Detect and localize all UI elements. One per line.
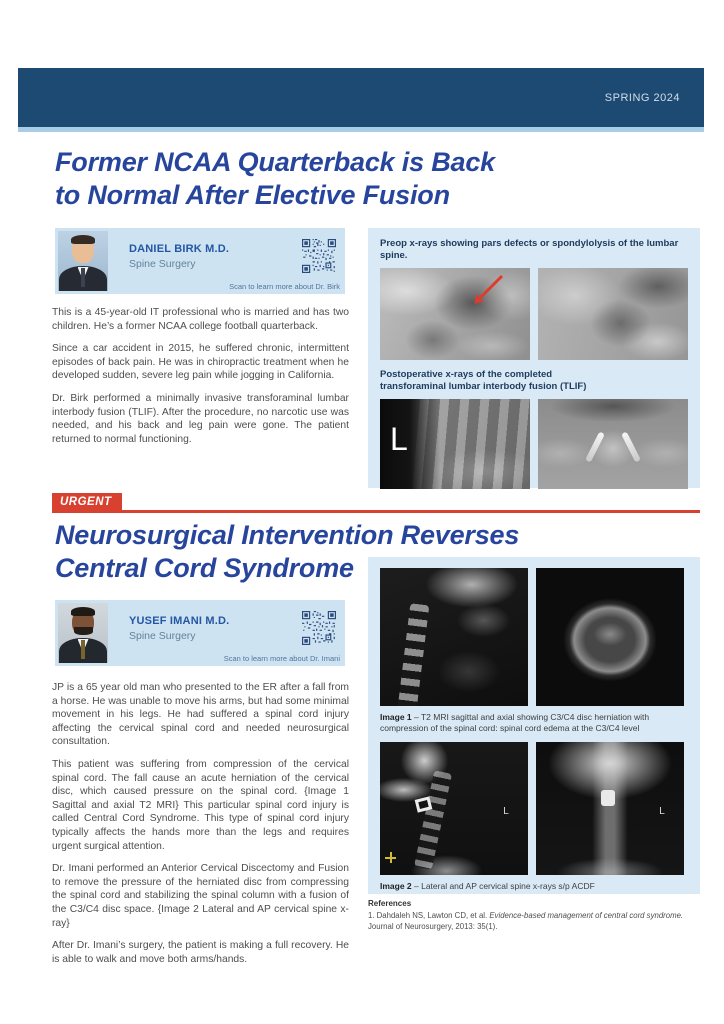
article-paragraph: Since a car accident in 2015, he suffered chronic, intermittent episodes of back pain. He was in chiropractic treatment when he developed sudden, severe leg pain while jogging in California. [52,343,349,382]
postop-xray-lateral [380,399,530,489]
red-arrow-icon [470,273,506,307]
preop-xray-row [380,268,688,360]
article2-headline-line2: Central Cord Syndrome [55,553,354,583]
avatar-beard [74,627,93,635]
qr-code-icon [302,611,336,645]
urgent-rule [52,510,700,513]
article-paragraph: This patient was suffering from compression of the cervical spinal cord. The fall cause an acute herniation of the cervical disc, which caused pressure on the spinal cord. {Image 1 Sagittal and axial T2 MRI} This particular spinal cord injury is called Central Cord Syndrome. This type of spinal cord injury typically affects the hands more than the legs and requires urgent surgical attention. [52,758,349,852]
article1-headline [55,146,495,212]
preop-xray-lateral [380,268,530,360]
preop-caption: Preop x-rays showing pars defects or spondylolysis of the lumbar spine. [380,238,679,261]
doctor-info [129,243,229,270]
doctor-specialty: Spine Surgery [129,630,196,642]
article1-headline-line1: Former NCAA Quarterback is Back [55,147,495,177]
pedicle-screw-left [585,432,605,463]
article-paragraph: Dr. Birk performed a minimally invasive transforaminal lumbar interbody fusion (TLIF). After the procedure, no narcotic use was needed, and his back and leg pain were gone. The patient returned to normal functioning. [52,392,349,445]
left-side-marker: L [503,805,509,817]
qr-caption: Scan to learn more about Dr. Birk [229,282,340,291]
urgent-badge: URGENT [52,493,122,512]
article2-body [52,681,349,975]
acdf-implant [601,790,615,806]
cervical-xray-row [380,742,688,875]
article1-figure-panel [368,228,700,488]
article-paragraph: Dr. Imani performed an Anterior Cervical Discectomy and Fusion to remove the pressure of the herniated disc from compressing the spinal cord and stabilizing the spinal column with a fusion of the C3/C4 disc space. {Image 2 Lateral and AP cervical spine x-ray} [52,863,349,929]
mri-row [380,568,688,706]
article-paragraph: This is a 45-year-old IT professional who is married and has two children. He’s a former NCAA college football quarterback. [52,307,349,332]
reference-entry: 1. Dahdaleh NS, Lawton CD, et al. Evidence-based management of central cord syndrome. Journal of Neurosurgery, 2013: 35(1). [368,911,684,931]
doctor-card-birk [55,228,345,294]
spine-structure [397,603,429,706]
postop-xray-ap [538,399,688,489]
doctor-photo-birk [58,231,108,291]
qr-caption: Scan to learn more about Dr. Imani [223,654,340,663]
doctor-card-imani [55,600,345,666]
article1-body [52,306,349,455]
postop-caption: Postoperative x-rays of the completed transforaminal lumbar interbody fusion (TLIF) [380,369,587,392]
preop-xray-oblique [538,268,688,360]
doctor-specialty: Spine Surgery [129,258,196,270]
mri-sagittal [380,568,528,706]
cervical-xray-ap [536,742,684,875]
cervical-xray-lateral [380,742,528,875]
avatar-hair [71,235,95,244]
doctor-name: DANIEL BIRK M.D. [129,243,230,255]
masthead-bar [18,68,704,127]
masthead-stripe [18,127,704,132]
doctor-photo-imani [58,603,108,663]
figure1-caption: Image 1 – T2 MRI sagittal and axial showing C3/C4 disc herniation with compression of the spinal cord: spinal cord edema at the C3/C4 level [380,712,650,733]
doctor-info [129,615,229,642]
crosshair-marker-icon [385,852,396,863]
spine-structure [414,770,452,870]
left-side-marker: L [390,420,408,457]
article2-headline-line1: Neurosurgical Intervention Reverses [55,520,520,550]
avatar-tie [81,640,85,659]
references-title: References [368,899,412,908]
figure2-caption: Image 2 – Lateral and AP cervical spine x-rays s/p ACDF [380,881,595,891]
issue-label: SPRING 2024 [604,91,680,104]
article-paragraph: JP is a 65 year old man who presented to the ER after a fall from a horse. He was unable to move his arms, but had some minimal movement in his legs. He had suffered a spinal cord injury affecting the cervical spinal cord and needed neurosurgical consultation. [52,682,349,748]
left-side-marker: L [659,805,665,817]
doctor-name: YUSEF IMANI M.D. [129,615,230,627]
postop-xray-row [380,399,688,489]
article2-figure-panel [368,557,700,894]
references-section [368,899,703,932]
pedicle-screw-right [621,432,641,463]
avatar-tie [81,268,85,287]
article1-headline-line2: to Normal After Elective Fusion [55,180,450,210]
mri-axial [536,568,684,706]
article-paragraph: After Dr. Imani’s surgery, the patient is making a full recovery. He is able to walk and move both arms/hands. [52,940,349,965]
avatar-hair [71,607,95,616]
qr-code-icon [302,239,336,273]
